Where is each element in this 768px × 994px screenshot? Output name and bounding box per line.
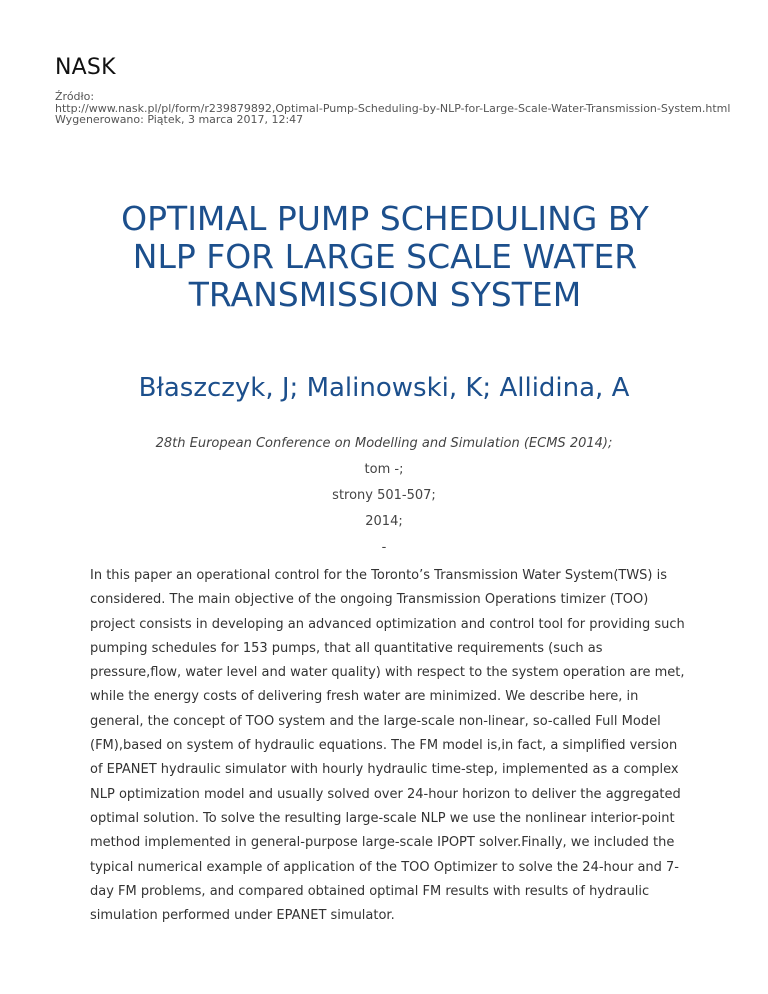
generated-timestamp: Wygenerowano: Piątek, 3 marca 2017, 12:47 [55, 113, 304, 126]
article-title: OPTIMAL PUMP SCHEDULING BY NLP FOR LARGE SCALE WATER TRANSMISSION SYSTEM [121, 199, 649, 314]
conference-name: 28th European Conference on Modelling and Simulation (ECMS 2014); [155, 436, 613, 451]
source-meta [55, 91, 745, 126]
article-authors: Błaszczyk, J; Malinowski, K; Allidina, A [138, 373, 630, 403]
extra-field: - [381, 540, 387, 555]
brand-name: NASK [55, 55, 116, 80]
source-url: http://www.nask.pl/pl/form/r239879892,Optimal-Pump-Scheduling-by-NLP-for-Large-Scale-Water-Transmission-System.html [55, 101, 731, 115]
abstract: In this paper an operational control for the Toronto’s Transmission Water System(TWS) is considered. The main objective of the ongoing Transmission Operations timizer (TOO) project consists in developing an advanced optimization and control tool for providing such pumping schedules for 153 pumps, that all quantitative requirements (such as pressure,flow, water level and water quality) with respect to the system operation are met, while the energy costs of delivering fresh water are minimized. We describe here, in general, the concept of TOO system and the large-scale non-linear, so-called Full Model (FM),based on system of hydraulic equations. The FM model is,in fact, a simplified version of EPANET hydraulic simulator with hourly hydraulic time-step, implemented as a complex NLP optimization model and usually solved over 24-hour horizon to deliver the aggregated optimal solution. To solve the resulting large-scale NLP we use the nonlinear interior-point method implemented in general-purpose large-scale IPOPT solver.Finally, we included the typical numerical example of application of the TOO Optimizer to solve the 24-hour and 7-day FM problems, and compared obtained optimal FM results with results of hydraulic simulation performed under EPANET simulator. [90, 568, 685, 924]
source-label: Źródło: [55, 90, 95, 103]
pages: strony 501-507; [332, 488, 436, 503]
year: 2014; [365, 514, 403, 529]
publication-info [60, 431, 708, 561]
volume: tom -; [364, 462, 404, 477]
